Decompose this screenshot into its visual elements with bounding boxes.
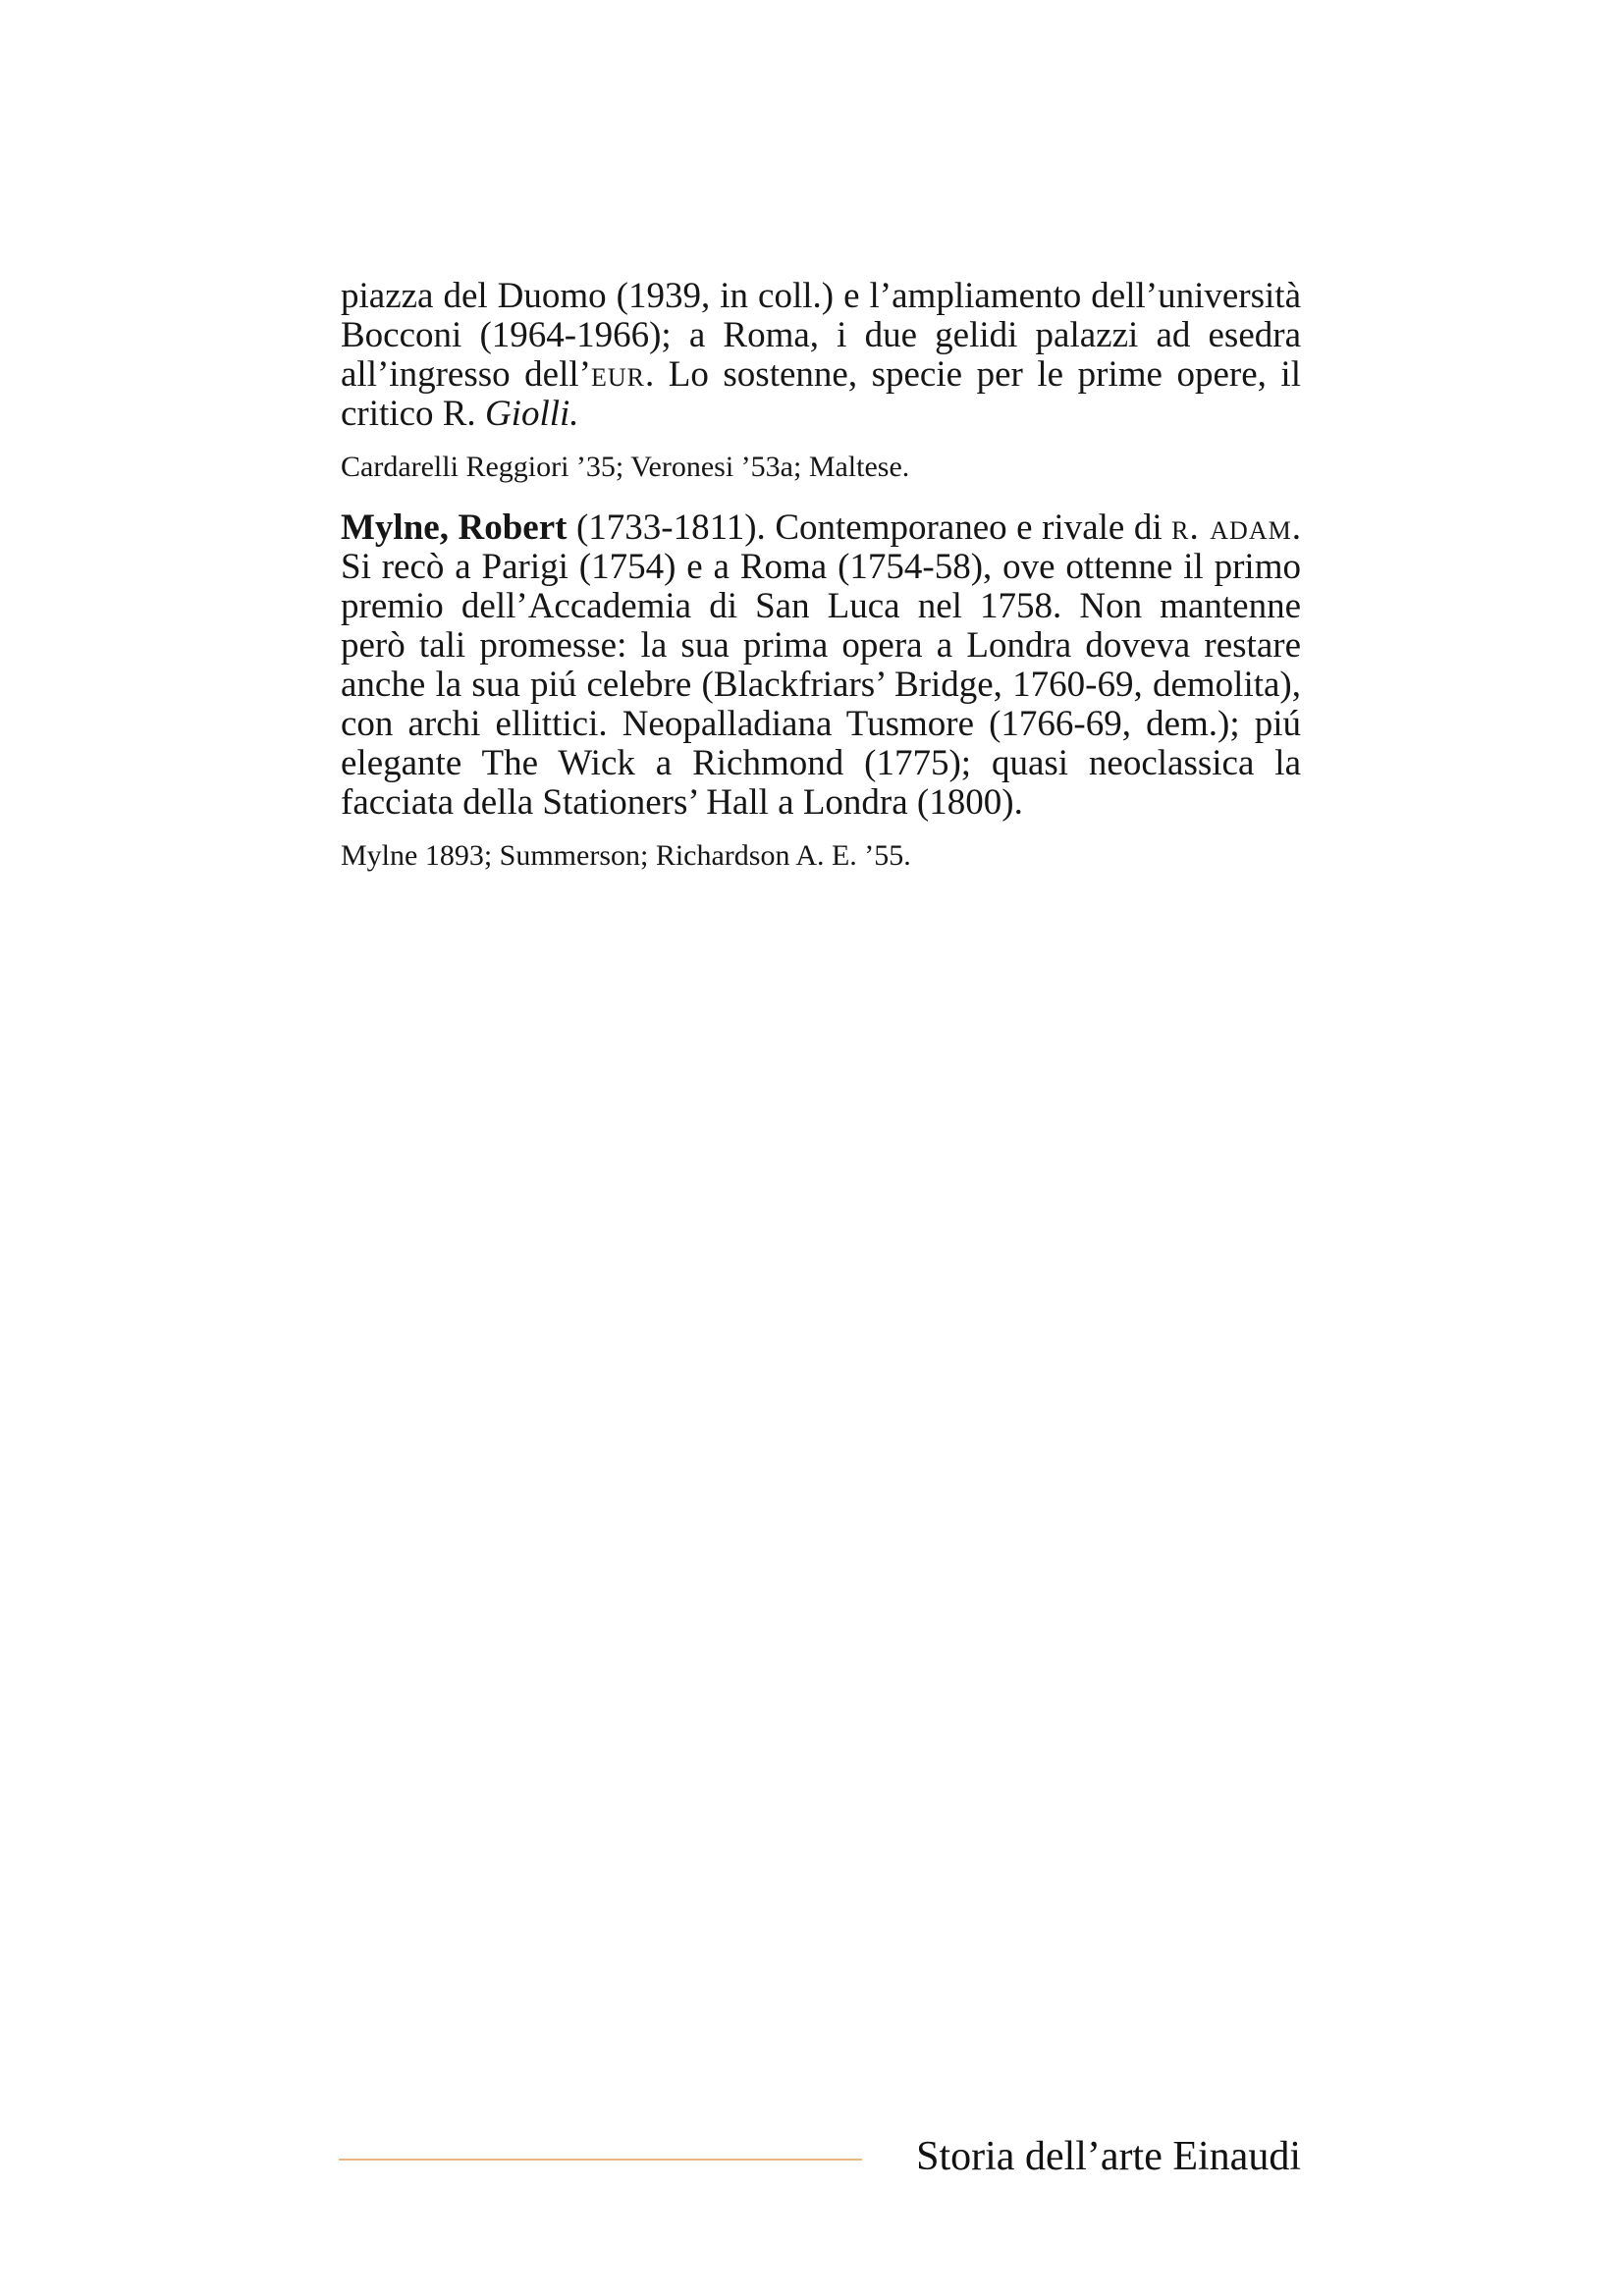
footer-title: Storia dell’arte Einaudi [916,2134,1301,2179]
footer-rule [339,2159,862,2161]
entry-heading-mylne: Mylne, Robert [341,507,568,548]
page-text-block [341,277,1301,897]
entry-mylne-bibliography: Mylne 1893; Summerson; Richardson A. E. ’55. [341,839,911,872]
eur-smallcaps: eur [590,354,645,395]
entry-continuation-bibliography: Cardarelli Reggiori ’35; Veronesi ’53a; Maltese. [341,451,910,483]
critic-name: Giolli. [484,394,579,434]
page-footer [339,2127,1301,2186]
entry-mylne-text-2: . Si recò a Parigi (1754) e a Roma (1754-58), ove ottenne il primo premio dell’Accademia di San Luca nel 1758. Non mantenne però tali promesse: la sua prima opera a Londra doveva restare anche la sua piú celebre (Blackfriars’ Bridge, 1760-69, demolita), con archi ellittici. Neopalladiana Tusmore (1766-69, dem.); piú elegante The Wick a Richmond (1775); quasi neoclassica la facciata della Stationers’ Hall a Londra (1800). [341,507,1301,823]
crossref-adam: r. adam [1171,507,1292,548]
entry-continuation-paragraph [341,277,1301,434]
entry-continuation-text-1: piazza del Duomo (1939, in coll.) e l’ampliamento dell’università Bocconi (1964-1966); a Roma, i due gelidi palazzi ad esedra all’ingresso dell’ [341,276,1301,395]
entry-mylne-paragraph [341,508,1301,823]
entry-continuation-text-2: . Lo sostenne, specie per le prime opere, il critico R. [341,354,1301,434]
entry-mylne-text-1: (1733-1811). Contemporaneo e rivale di [567,507,1172,548]
